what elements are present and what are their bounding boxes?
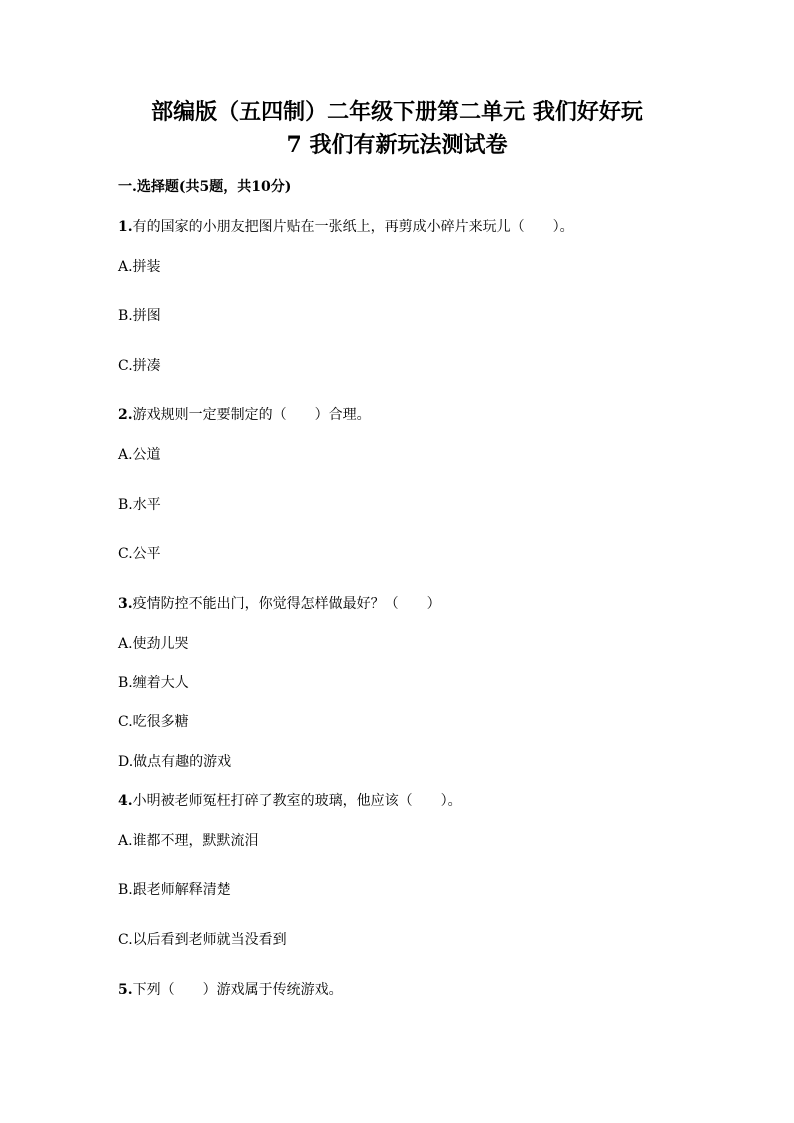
question-2-option-b: B.水平 bbox=[118, 497, 161, 513]
question-text: 游戏规则一定要制定的（ ）合理。 bbox=[132, 407, 371, 423]
question-2-option-c: C.公平 bbox=[118, 546, 161, 562]
question-3-option-a: A.使劲儿哭 bbox=[118, 636, 189, 652]
question-text: 疫情防控不能出门，你觉得怎样做最好？（ ） bbox=[132, 596, 441, 612]
question-4-option-a: A.谁都不理，默默流泪 bbox=[118, 833, 259, 849]
question-3-option-b: B.缠着大人 bbox=[118, 675, 189, 691]
question-3-option-d: D.做点有趣的游戏 bbox=[118, 754, 232, 770]
question-3 bbox=[118, 594, 441, 614]
question-4-option-b: B.跟老师解释清楚 bbox=[118, 882, 231, 898]
question-number: 3. bbox=[118, 596, 133, 612]
question-number: 2. bbox=[118, 407, 133, 423]
question-3-option-c: C.吃很多糖 bbox=[118, 714, 189, 730]
question-1-option-b: B.拼图 bbox=[118, 308, 161, 324]
question-text: 小明被老师冤枉打碎了教室的玻璃，他应该（ ）。 bbox=[132, 793, 462, 809]
question-4-option-c: C.以后看到老师就当没看到 bbox=[118, 932, 287, 948]
section-heading: 一.选择题(共5题，共10分) bbox=[118, 179, 292, 195]
question-1 bbox=[118, 217, 574, 237]
question-number: 5. bbox=[118, 982, 133, 998]
question-2 bbox=[118, 405, 371, 425]
question-text: 有的国家的小朋友把图片贴在一张纸上，再剪成小碎片来玩儿（ ）。 bbox=[132, 219, 574, 235]
question-number: 1. bbox=[118, 219, 133, 235]
question-1-option-c: C.拼凑 bbox=[118, 358, 161, 374]
question-4 bbox=[118, 791, 462, 811]
question-2-option-a: A.公道 bbox=[118, 447, 161, 463]
question-text: 下列（ ）游戏属于传统游戏。 bbox=[132, 982, 343, 998]
question-5 bbox=[118, 980, 343, 1000]
page-title-line-1: 部编版（五四制）二年级下册第二单元 我们好好玩 bbox=[151, 99, 643, 125]
question-1-option-a: A.拼装 bbox=[118, 259, 161, 275]
question-number: 4. bbox=[118, 793, 133, 809]
page-title-line-2: 7 我们有新玩法测试卷 bbox=[286, 132, 508, 158]
